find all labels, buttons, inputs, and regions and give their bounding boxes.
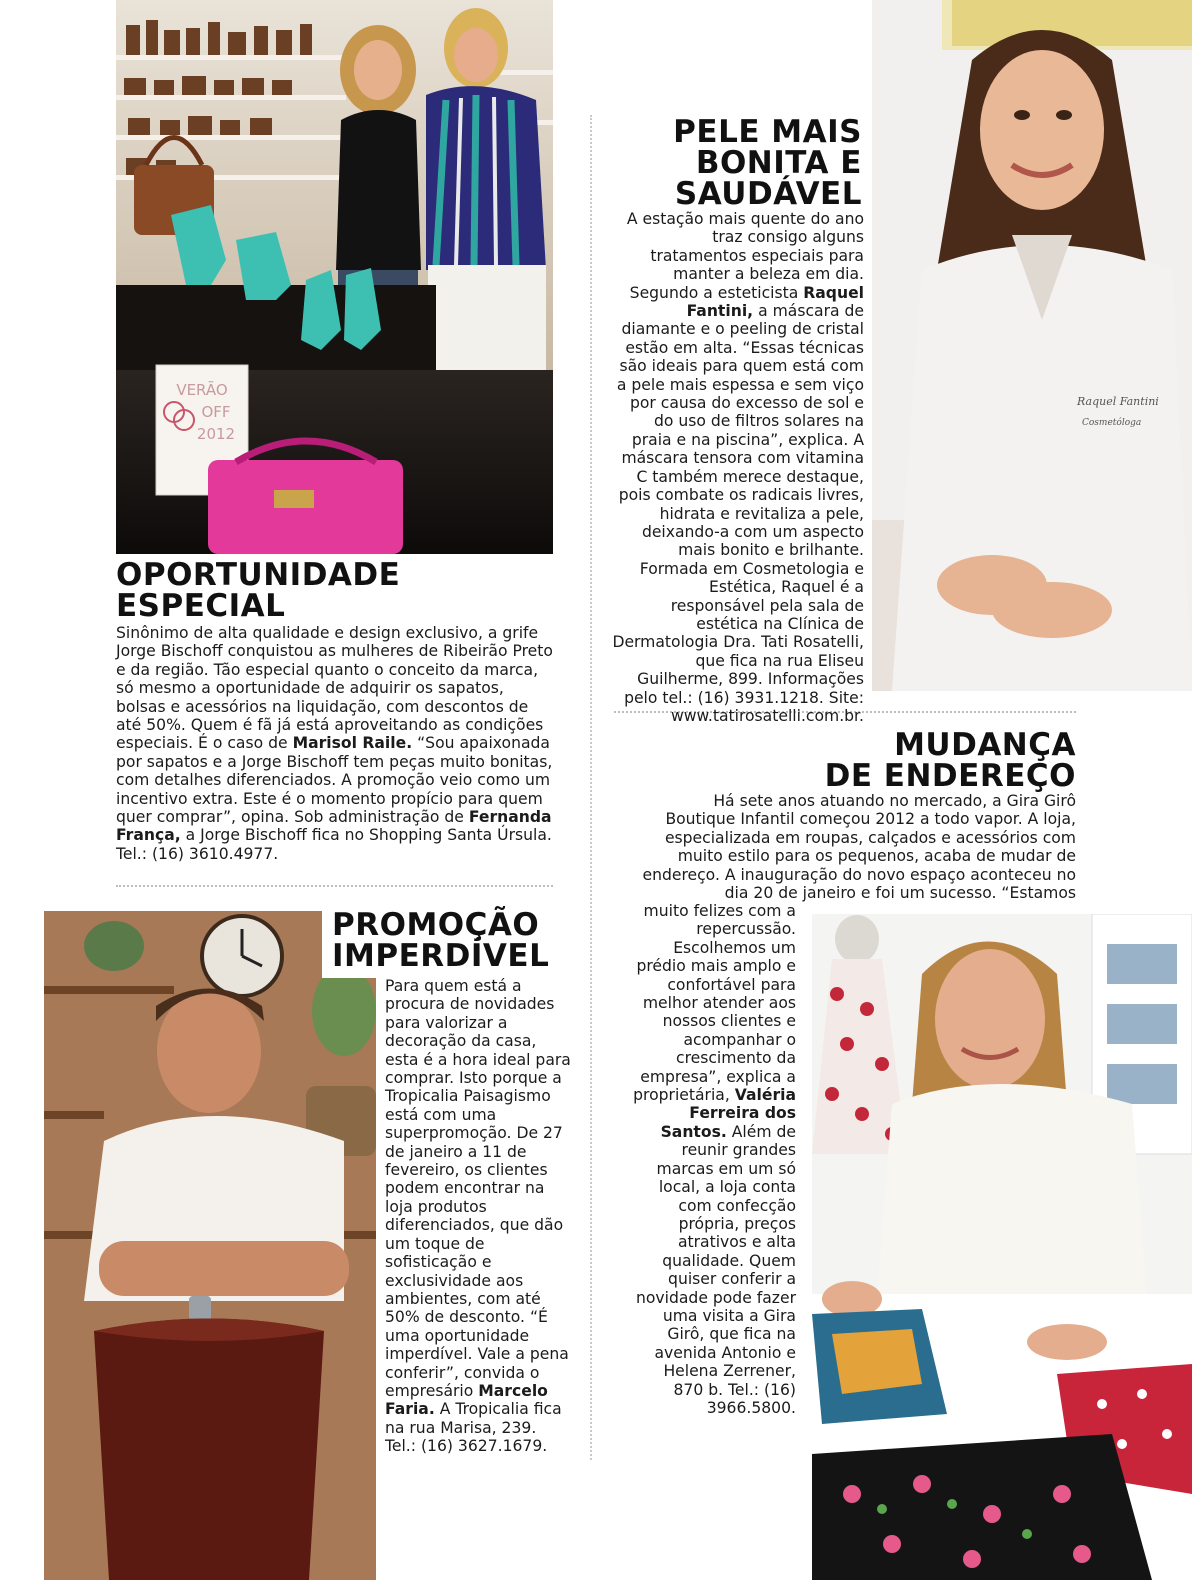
article-title-mudanca	[824, 727, 1076, 794]
person-name: Marcelo Faria.	[385, 1381, 548, 1419]
coat-embroidery-name: Raquel Fantini	[1077, 395, 1159, 408]
article-body-pele	[612, 210, 864, 725]
paragraph-text: a máscara de diamante e o peeling de cristal estão em alta. “Essas técnicas são ideais para quem está com a pele mais espessa e sem viço por causa do excesso de sol e do uso de filtros solares na praia e na piscina”, explica. A máscara tensora com vitamina C também merece destaque, pois combate os radicais livres, hidrata e revitaliza a pele, deixando-a com um aspecto mais bonito e brilhante. Formada em Cosmetologia e Estética, Raquel é a responsável pela sala de estética na Clínica de Dermatologia Dra. Tati Rosatelli, que fica na rua Eliseu Guilherme, 899. Informações pelo tel.: (16) 3931.1218. Site: www.tatirosatelli.com.br.	[612, 302, 864, 725]
paragraph-text: a Jorge Bischoff fica no Shopping Santa Úrsula. Tel.: (16) 3610.4977.	[116, 826, 552, 863]
title-line: DE ENDEREÇO	[824, 758, 1076, 794]
title-line: PROMOÇÃO	[332, 907, 540, 943]
article-title-oportunidade	[116, 557, 401, 624]
photo-businessman	[44, 911, 376, 1580]
paragraph-text: Além de reunir grandes marcas em um só local, a loja conta com confecção própria, preços atrativos e alta qualidade. Quem quiser conferir a novidade pode fazer uma visita a Gira Girô, que fica na avenida Antonio e Helena Zerrener, 870 b. Tel.: (16) 3966.5800.	[635, 1122, 796, 1417]
title-line: SAUDÁVEL	[674, 176, 862, 212]
column-divider	[590, 115, 592, 1460]
person-name: Fernanda França,	[116, 808, 552, 845]
paragraph-text: A Tropicalia fica na rua Marisa, 239. Tel.: (16) 3627.1679.	[385, 1400, 562, 1456]
article-body-oportunidade	[116, 624, 556, 863]
boutique-owner-illustration	[812, 914, 1192, 1580]
title-line: BONITA E	[695, 145, 862, 181]
paragraph-text: Sinônimo de alta qualidade e design exclusivo, a grife Jorge Bischoff conquistou as mulheres de Ribeirão Preto e da região. Tão especial quanto o conceito da marca, só mesmo a oportunidade de adquirir os sapatos, bolsas e acessórios na liquidação, com descontos de até 50%. Quem é fã já está aproveitando as condições especiais. É o caso de	[116, 624, 553, 753]
shoe-store-illustration	[116, 0, 553, 554]
photo-esthetician	[872, 0, 1192, 691]
paragraph-text: “Sou apaixonada por sapatos e a Jorge Bischoff tem peças muito bonitas, com detalhes diferenciados. A promoção veio como um incentivo extra. Este é o momento propício para quem quer comprar”, opina. Sob administração de	[116, 734, 553, 827]
section-divider-left	[116, 885, 553, 887]
paragraph-text: Há sete anos atuando no mercado, a Gira Girô Boutique Infantil começou 2012 a todo vapor. A loja, especializada em roupas, calçados e acessórios com muito estilo para os pequenos, acaba de mudar de endereço. A inauguração do novo espaço aconteceu no dia 20 de janeiro e foi um sucesso. “Estamos	[642, 792, 1076, 903]
article-body-mudanca-top	[640, 792, 1076, 902]
photo-boutique-owner	[812, 914, 1192, 1580]
person-name: Valéria Ferreira dos Santos.	[660, 1086, 796, 1141]
article-title-pele	[673, 114, 862, 212]
sign-text-year: 2012	[196, 425, 236, 443]
paragraph-text: Para quem está a procura de novidades para valorizar a decoração da casa, esta é a hora ideal para comprar. Isto porque a Tropicalia Paisagismo está com uma superpromoção. De 27 de janeiro a 11 de fevereiro, os clientes podem encontrar na loja produtos diferenciados, que dão um toque de sofisticação e exclusividade aos ambientes, com até 50% de desconto. “É uma oportunidade imperdível. Vale a pena conferir”, convida o empresário	[385, 977, 571, 1400]
article-body-mudanca-col	[632, 902, 796, 1417]
person-name: Marisol Raile.	[292, 734, 413, 753]
sign-text-off: OFF	[201, 403, 231, 421]
paragraph-text: muito felizes com a repercussão. Escolhemos um prédio mais amplo e confortável para melhor atender aos nossos clientes e acompanhar o crescimento da empresa”, explica a proprietária,	[633, 902, 796, 1105]
article-title-promocao	[332, 907, 550, 974]
title-line: ESPECIAL	[116, 588, 286, 624]
sign-text-verao: VERÃO	[176, 381, 228, 399]
paragraph-text: A estação mais quente do ano traz consigo alguns tratamentos especiais para manter a beleza em dia. Segundo a esteticista	[626, 210, 864, 302]
photo-shoe-store	[116, 0, 553, 554]
coat-embroidery-title: Cosmetóloga	[1082, 418, 1142, 428]
article-body-promocao	[385, 977, 571, 1456]
title-line: PELE MAIS	[673, 114, 862, 150]
esthetician-illustration	[872, 0, 1192, 691]
title-line: MUDANÇA	[894, 727, 1076, 763]
businessman-illustration	[44, 911, 376, 1580]
title-line: OPORTUNIDADE	[116, 557, 401, 593]
title-line: IMPERDÍVEL	[332, 938, 550, 974]
person-name: Raquel Fantini,	[686, 283, 864, 321]
